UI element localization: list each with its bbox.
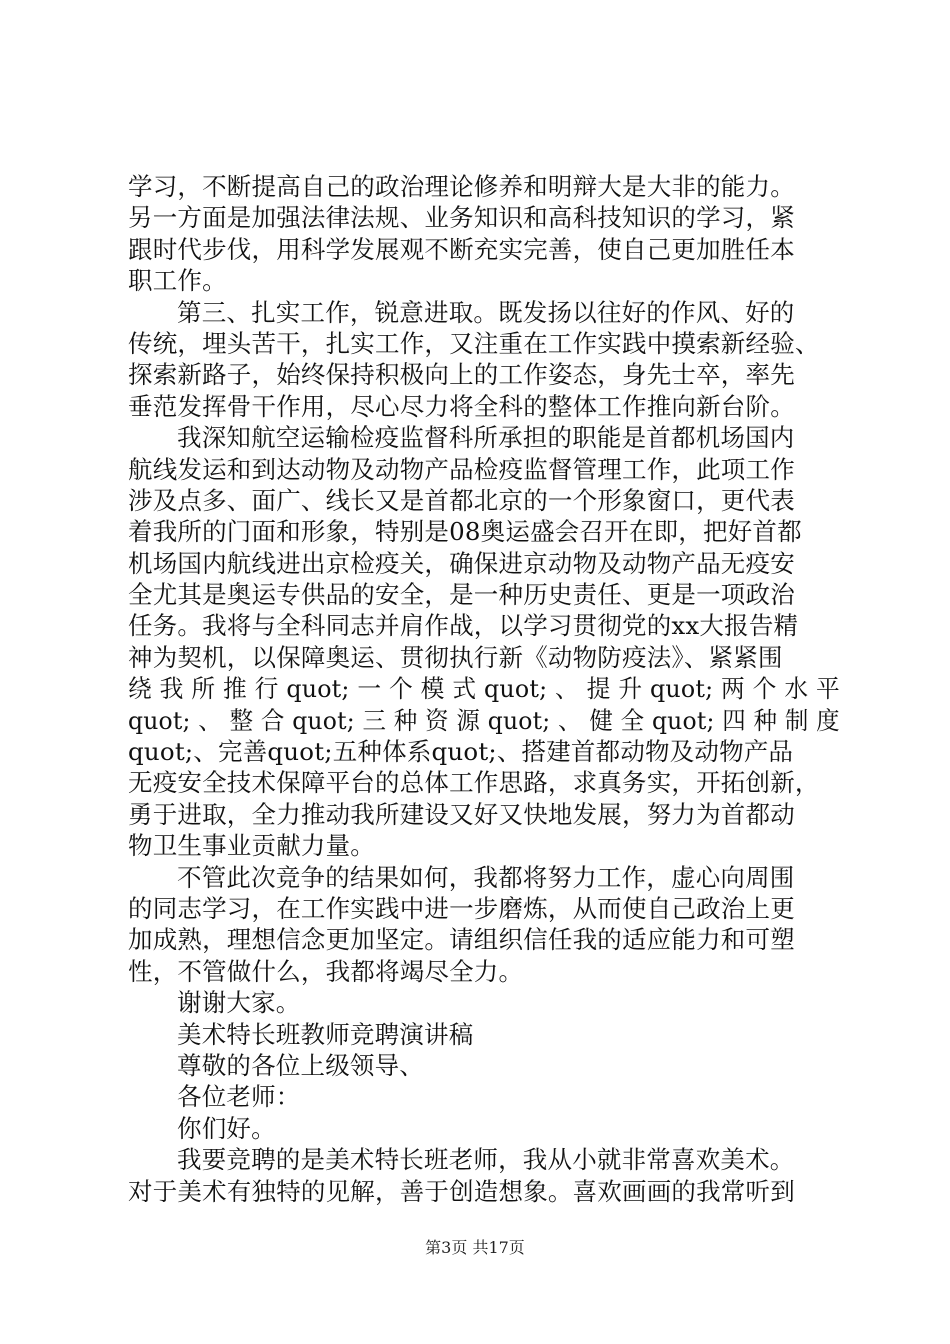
text-line: 航线发运和到达动物及动物产品检疫监督管理工作，此项工作 — [128, 454, 795, 484]
text-line: 职工作。 — [128, 266, 227, 296]
text-line: quot;、完善quot;五种体系quot;、搭建首都动物及动物产品 — [128, 737, 794, 767]
text-line: 第三、扎实工作，锐意进取。既发扬以往好的作风、好的 — [177, 297, 795, 327]
text-line: 性，不管做什么，我都将竭尽全力。 — [128, 956, 524, 986]
text-line: 我深知航空运输检疫监督科所承担的职能是首都机场国内 — [177, 423, 795, 453]
text-line: 机场国内航线进出京检疫关，确保进京动物及动物产品无疫安 — [128, 548, 795, 578]
text-line: 你们好。 — [177, 1113, 276, 1143]
text-line: 我要竞聘的是美术特长班老师，我从小就非常喜欢美术。 — [177, 1145, 795, 1175]
text-line: 神为契机，以保障奥运、贯彻执行新《动物防疫法》、紧紧围 — [128, 642, 783, 672]
text-line: 传统，埋头苦干，扎实工作，又注重在工作实践中摸索新经验、 — [128, 328, 820, 358]
text-line: 另一方面是加强法律法规、业务知识和高科技知识的学习，紧 — [128, 203, 795, 233]
text-line: 的同志学习，在工作实践中进一步磨炼，从而使自己政治上更 — [128, 893, 795, 923]
text-line: 加成熟，理想信念更加坚定。请组织信任我的适应能力和可塑 — [128, 925, 795, 955]
text-line: 学习，不断提高自己的政治理论修养和明辩大是大非的能力。 — [128, 172, 795, 201]
text-line: 着我所的门面和形象，特别是08奥运盛会召开在即，把好首都 — [128, 517, 802, 547]
text-line: quot; 、 整 合 quot; 三 种 资 源 quot; 、 健 全 quot; 四 种 制 度 — [128, 705, 840, 735]
text-line: 任务。我将与全科同志并肩作战，以学习贯彻党的xx大报告精 — [128, 611, 799, 641]
text-line: 涉及点多、面广、线长又是首都北京的一个形象窗口，更代表 — [128, 485, 795, 515]
document-body — [128, 171, 840, 1207]
text-line: 无疫安全技术保障平台的总体工作思路，求真务实，开拓创新， — [128, 768, 820, 798]
text-line: 不管此次竞争的结果如何，我都将努力工作，虚心向周围 — [177, 862, 795, 892]
text-line: 谢谢大家。 — [177, 988, 301, 1018]
text-line: 尊敬的各位上级领导、 — [177, 1050, 424, 1080]
text-line: 勇于进取，全力推动我所建设又好又快地发展，努力为首都动 — [128, 799, 795, 829]
text-line: 各位老师： — [177, 1082, 301, 1112]
text-line: 对于美术有独特的见解，善于创造想象。喜欢画画的我常听到 — [128, 1176, 795, 1206]
text-line: 物卫生事业贡献力量。 — [128, 831, 375, 861]
text-line: 美术特长班教师竞聘演讲稿 — [177, 1019, 474, 1049]
text-line: 跟时代步伐，用科学发展观不断充实完善，使自己更加胜任本 — [128, 234, 795, 264]
page-footer: 第3页 共17页 — [425, 1238, 525, 1257]
text-line: 绕 我 所 推 行 quot; 一 个 模 式 quot; 、 提 升 quot; 两 个 水 平 — [128, 674, 840, 704]
text-line: 探索新路子，始终保持积极向上的工作姿态，身先士卒，率先 — [128, 360, 795, 390]
text-line: 垂范发挥骨干作用，尽心尽力将全科的整体工作推向新台阶。 — [128, 391, 795, 421]
text-line: 全尤其是奥运专供品的安全，是一种历史责任、更是一项政治 — [128, 580, 795, 610]
